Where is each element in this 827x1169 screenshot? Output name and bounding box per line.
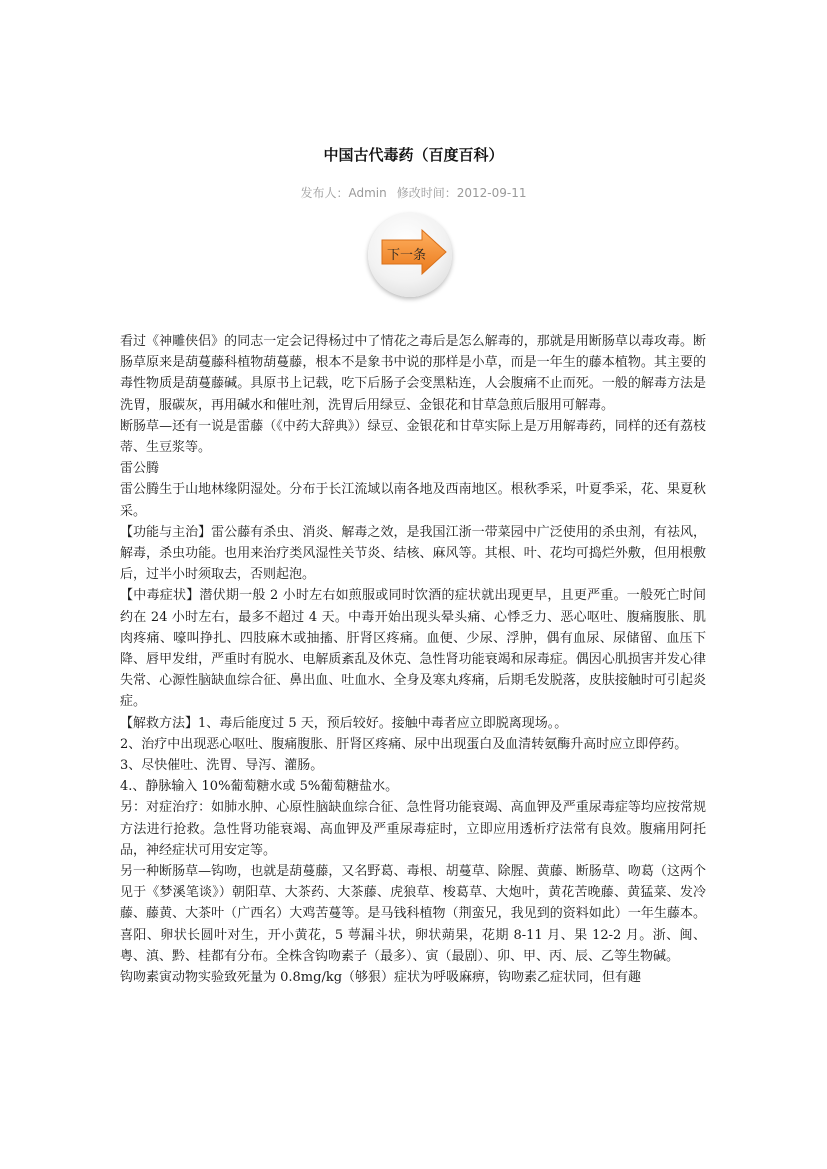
paragraph: 【功能与主治】雷公藤有杀虫、消炎、解毒之效，是我国江浙一带菜园中广泛使用的杀虫剂，有祛风，解毒，杀虫功能。也用来治疗类风湿性关节炎、结核、麻风等。其根、叶、花均可捣烂外敷，但用根敷后，过半小时须取去，否则起泡。 [120,524,706,583]
paragraph: 【解救方法】1、毒后能度过 5 天，预后较好。接触中毒者应立即脱离现场。。 [120,715,568,731]
next-article-label: 下一条 [387,248,427,263]
section-heading: 雷公腾 [120,461,160,477]
page-title: 中国古代毒药（百度百科） [323,146,504,164]
paragraph: 钩吻素寅动物实验致死量为 0.8mg/kg（够狠）症状为呼吸麻痹，钩吻素乙症状同，但有趣 [120,970,642,986]
paragraph: 断肠草—还有一说是雷藤（《中药大辞典》）绿豆、金银花和甘草实际上是万用解毒药，同样的还有荔枝蒂、生豆浆等。 [120,418,706,456]
paragraph: 另：对症治疗：如肺水肿、心原性脑缺血综合征、急性肾功能衰竭、高血钾及严重尿毒症等均应按常规方法进行抢救。急性肾功能衰竭、高血钾及严重尿毒症时，立即应用透析疗法常有良效。腹痛用阿托品，神经症状可用安定等。 [120,800,706,858]
paragraph: 3、尽快催吐、洗胃、导泻、灌肠。 [120,758,324,774]
next-article-button[interactable] [368,213,452,297]
paragraph: 雷公腾生于山地林缘阴湿处。分布于长江流域以南各地及西南地区。根秋季采，叶夏季采，花、果夏秋采。 [120,482,706,519]
author: 发布人：Admin [300,186,387,200]
paragraph: 另一种断肠草—钩吻，也就是葫蔓藤，又名野葛、毒根、胡蔓草、除腥、黄藤、断肠草、吻葛（这两个见于《梦溪笔谈》）朝阳草、大茶药、大茶藤、虎狼草、梭葛草、大炮叶，黄花苦晚藤、黄猛菜、发冷藤、藤黄、大茶叶（广西名）大鸡苦蔓等。是马钱科植物（荆蛮兄，我见到的资料如此）一年生藤本。喜阳、卵状长圆叶对生，开小黄花，5 萼漏斗状，卵状蒴果，花期 8-11 月、果 12-2 月。浙、闽、粤、滇、黔、桂都有分布。全株含钩吻素子（最多）、寅（最剧）、卯、甲、丙、辰、乙等生物碱。 [120,864,706,964]
paragraph: 【中毒症状】潜伏期一般 2 小时左右如煎服或同时饮酒的症状就出现更早，且更严重。一般死亡时间约在 24 小时左右，最多不超过 4 天。中毒开始出现头晕头痛、心悸乏力、恶心呕吐、腹痛腹胀、肌肉疼痛、嚎叫挣扎、四肢麻木或抽搐、肝肾区疼痛。血便、少尿、浮肿，偶有血尿、尿储留、血压下降、唇甲发绀，严重时有脱水、电解质紊乱及休克、急性肾功能衰竭和尿毒症。偶因心肌损害并发心律失常、心源性脑缺血综合征、鼻出血、吐血水、全身及寒丸疼痛，后期毛发脱落，皮肤接触时可引起炎症。 [120,588,706,710]
paragraph: 看过《神雕侠侣》的同志一定会记得杨过中了情花之毒后是怎么解毒的，那就是用断肠草以毒攻毒。断肠草原来是葫蔓藤科植物葫蔓藤，根本不是象书中说的那样是小草，而是一年生的藤本植物。其主要的毒性物质是葫蔓藤碱。具原书上记载，吃下后肠子会变黑粘连，人会腹痛不止而死。一般的解毒方法是洗胃，服碳灰，再用碱水和催吐剂，洗胃后用绿豆、金银花和甘草急煎后服用可解毒。 [120,334,706,413]
paragraph: 4.、静脉输入 10%葡萄糖水或 5%葡萄糖盐水。 [120,779,399,795]
modified-time: 修改时间：2012-09-11 [396,186,527,200]
paragraph: 2、治疗中出现恶心呕吐、腹痛腹胀、肝肾区疼痛、尿中出现蛋白及血清转氨酶升高时应立即停药。 [120,736,688,752]
article-body [120,331,706,988]
post-meta [0,184,827,201]
